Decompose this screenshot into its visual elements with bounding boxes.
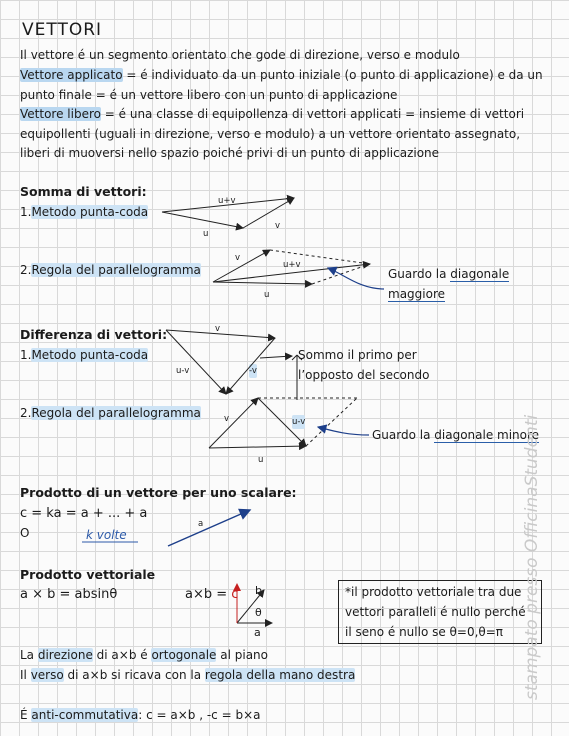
diff-note2: Guardo la diagonale minore [372, 428, 540, 442]
diff-note1-arrow [260, 356, 292, 358]
somma-note-arrow [328, 268, 384, 289]
diff-note1-line1: Sommo il primo per [298, 348, 417, 362]
sum-label-1: u+v [218, 196, 236, 206]
theta-label: θ [255, 606, 262, 619]
diff-method1-label: Metodo punta-coda [31, 348, 149, 362]
diff-method1: 1.Metodo punta-coda [20, 348, 149, 362]
v-label-3: v [215, 324, 221, 334]
k-times-label: k volte [86, 528, 127, 542]
somma-note-line2: maggiore [388, 287, 446, 301]
u-label-1: u [203, 229, 209, 239]
par1-sum [213, 264, 370, 282]
v-label-1: v [275, 221, 281, 231]
diff-label-2: u-v [292, 417, 306, 427]
libero-term: Vettore libero [20, 107, 101, 121]
cross-b [237, 590, 264, 623]
diff-label-1: u-v [176, 366, 190, 376]
somma-method1-label: Metodo punta-coda [31, 205, 149, 219]
diff1-v [166, 330, 275, 338]
scalare-formula: c = ka = a + ... + a [20, 506, 148, 521]
libero-line2: equipollenti (uguali in direzione, verso e modulo) a un vettore orientato assegnato, [20, 127, 521, 141]
sum-label-2: u+v [283, 260, 301, 270]
u-label-2: u [264, 290, 270, 300]
somma-method2: 2.Regola del parallelogramma [20, 263, 201, 277]
par2-diff [258, 398, 306, 446]
somma-method1: 1.Metodo punta-coda [20, 205, 149, 219]
scalare-zero: O [20, 526, 30, 540]
libero-line3: liberi di muoversi nello spazio poiché privi di un punto di applicazione [20, 146, 440, 160]
diff-note2-arrow [318, 427, 369, 435]
diff1-arrow-head2 [297, 355, 302, 360]
a-label-diagram: a [254, 626, 261, 639]
par2-v [209, 398, 258, 448]
differenza-heading: Differenza di vettori: [20, 327, 168, 342]
b-label-diagram: b [255, 584, 262, 597]
libero-text: = é una classe di equipollenza di vettori applicati = insieme di vettori [100, 107, 525, 121]
anti-line: É anti-commutativa: c = a×b , -c = b×a [20, 708, 261, 722]
v-label-4: v [224, 414, 230, 424]
v-label-2: v [235, 253, 241, 263]
negv-label: -v [249, 366, 257, 376]
page-title: VETTORI [22, 20, 103, 40]
diff-method2-label: Regola del parallelogramma [31, 406, 201, 420]
a-label-scalare: a [198, 519, 204, 529]
applicato-text: = é individuato da un punto iniziale (o punto di applicazione) e da un [122, 68, 543, 82]
vettoriale-formula: a × b = absinθ [20, 587, 118, 602]
note-line1: *il prodotto vettoriale tra due [345, 585, 522, 599]
par1-u [213, 282, 312, 284]
diff1-diff [166, 330, 226, 394]
scalare-heading: Prodotto di un vettore per uno scalare: [20, 485, 297, 500]
applicato-term: Vettore applicato [20, 68, 123, 82]
verso-line: Il verso di a×b si ricava con la regola della mano destra [20, 668, 356, 682]
diff1-arrow-head [292, 355, 297, 360]
direzione-line: La direzione di a×b é ortogonale al piano [20, 648, 269, 662]
diff1-negv [226, 338, 275, 394]
note-line3: il seno é nullo se θ=0,θ=π [345, 625, 504, 639]
diff-method2: 2.Regola del parallelogramma [20, 406, 201, 420]
par2-side2 [306, 398, 357, 446]
par2-u [209, 446, 306, 448]
somma1-u [162, 212, 243, 228]
applicato-line2: punto finale = é un vettore libero con un punto di applicazione [20, 88, 398, 102]
note-line2: vettori paralleli é nullo perché [345, 605, 526, 619]
watermark: stampato presso OfficinaStudenti [522, 414, 542, 700]
intro-line: Il vettore é un segmento orientato che gode di direzione, verso e modulo [20, 48, 460, 62]
par1-side1 [270, 250, 370, 264]
scalare-vector [168, 510, 250, 546]
vettoriale-heading: Prodotto vettoriale [20, 567, 156, 582]
vettoriale-formula2: a×b = c [185, 587, 239, 602]
par1-v [213, 250, 270, 282]
somma-method2-label: Regola del parallelogramma [31, 263, 201, 277]
somma-note-line1: Guardo la diagonale [388, 267, 510, 281]
diff-note1-line2: l’opposto del secondo [298, 368, 430, 382]
somma-heading: Somma di vettori: [20, 184, 147, 199]
u-label-3: u [258, 455, 264, 465]
